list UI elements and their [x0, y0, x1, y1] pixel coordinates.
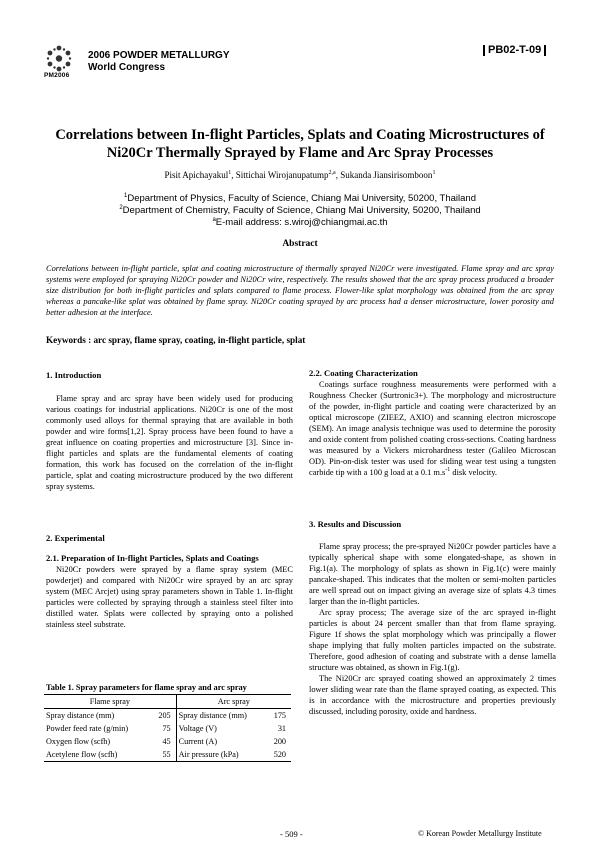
affiliation-line	[40, 205, 560, 217]
abstract-heading: Abstract	[282, 239, 318, 249]
affiliation-text: Department of Chemistry, Faculty of Science, Chiang Mai University, 50200, Thailand	[122, 205, 481, 216]
paper-id-right-bar	[544, 45, 546, 56]
arc-value: 520	[267, 748, 291, 762]
flame-param: Oxygen flow (scfh)	[46, 737, 111, 746]
results-paragraph: The Ni20Cr arc sprayed coating showed an approximately 2 times lower sliding wear rate than the flame sprayed coating, as expected. This is in accordance with the microstructure and properties previously discussed, including porosity, oxide and hardness.	[309, 674, 556, 716]
paper-id-text: PB02-T-09	[488, 44, 542, 56]
email-address: E-mail address: s.wiroj@chiangmai.ac.th	[215, 217, 388, 228]
preparation-paragraph: Ni20Cr powders were sprayed by a flame spray system (MEC powderjet) and compared with Ni20Cr wire sprayed by an arc spray system (MEC Arcjet) using spray parameters shown in Table 1. In-flight particles were collected by spraying through a stainless steel filter into distilled water. Splats were collected by spraying onto a polished stainless steel substrate.	[46, 565, 293, 629]
author-name: Pisit Apichayakul	[164, 170, 229, 180]
affiliation-sup: 1	[123, 192, 128, 199]
affiliations	[40, 193, 560, 229]
paper-id	[483, 44, 546, 56]
results-paragraph: Flame spray process; the pre-sprayed Ni20Cr powder particles have a typically spherical shape with some elongated-shape, as shown in Fig.1(a). The morphology of splats as shown in Fig.1(c) were mainly pancake-shaped. This indicates that the molten or semi-molten particles are well spread out on impact giving an average size of splats 4.3 times larger than the in-flight particles.	[309, 542, 556, 606]
arc-value: 175	[273, 711, 286, 720]
arc-value: 31	[277, 724, 286, 733]
pm2006-logo-icon	[44, 44, 74, 74]
table-header-flame: Flame spray	[44, 695, 176, 709]
conference-line2: World Congress	[88, 62, 166, 73]
author-sup: 1	[432, 170, 436, 176]
experimental-block	[46, 533, 293, 630]
paper-id-left-bar	[483, 45, 485, 56]
logo-text: PM2006	[44, 72, 70, 79]
paper-title-line2: Ni20Cr Thermally Sprayed by Flame and Arc Spray Processes	[106, 145, 494, 161]
author-name: Sukanda Jiansirisomboon	[340, 170, 433, 180]
affiliation-sup: 2	[119, 204, 123, 211]
keywords: Keywords : arc spray, flame spray, coating, in-flight particle, splat	[46, 335, 306, 345]
page-number: - 509 -	[280, 829, 303, 839]
paper-title-line1: Correlations between In-flight Particles, Splats and Coating Microstructures of	[55, 127, 545, 143]
affiliation-line	[40, 193, 560, 205]
left-column	[46, 370, 293, 492]
affiliation-text: Department of Physics, Faculty of Science, Chiang Mai University, 50200, Thailand	[127, 193, 477, 204]
author-list: Pisit Apichayakul$^1$, Sittichai Wirojanupatump$^{2,a}$, Sukanda Jiansirisomboon$^1$	[164, 170, 436, 180]
paper-title	[40, 126, 560, 162]
author-name: Sittichai Wirojanupatump	[235, 170, 329, 180]
conference-line1: 2006 POWDER METALLURGY	[88, 50, 230, 61]
table-row	[44, 709, 291, 723]
flame-param: Acetylene flow (scfh)	[44, 748, 151, 762]
affiliation-sup: a	[212, 216, 216, 223]
spray-parameters-table	[44, 694, 291, 762]
characterization-block	[309, 368, 556, 478]
introduction-heading: 1. Introduction	[46, 370, 102, 380]
conference-name	[88, 50, 230, 74]
flame-param: Powder feed rate (g/min)	[46, 724, 129, 733]
copyright-notice: © Korean Powder Metallurgy Institute	[418, 829, 542, 838]
abstract-text: Correlations between in-flight particle, splat and coating microstructure of thermally sprayed Ni20Cr were investigated. Flame spray and arc spray systems were employed for spraying Ni20Cr powder and Ni20Cr wire, respectively. The results showed that the arc spray process produced a broader size distribution for both in-flight particles and splats compared to flame process. Flower-like splat morphology was obtained from the arc spray whereas a pancake-like splat was obtained by flame spray. Ni20Cr coating sprayed by arc process had a denser microstructure, lower porosity and better adhesion at the interface.	[46, 264, 554, 317]
table-row	[44, 722, 291, 735]
flame-value: 55	[151, 748, 176, 762]
arc-param: Current (A)	[178, 737, 218, 746]
flame-value: 45	[151, 735, 176, 748]
arc-value: 200	[273, 737, 286, 746]
introduction-paragraph: Flame spray and arc spray have been widely used for producing various coatings for industrial applications. Ni20Cr is one of the most commonly used alloys for thermal spraying that are available in both powder and wire forms[1,2]. Spray process have been found to have a great influence on coating properties and microstructure [3]. Since in-flight particles and splats are the fundamental elements of coating formation, this work has focused on the correlation of the in-flight particle, splat and coating microstructure produced by the two different spray systems.	[46, 394, 293, 491]
arc-param: Spray distance (mm)	[178, 711, 247, 720]
email-line	[40, 217, 560, 229]
unit-superscript: -1	[445, 467, 451, 474]
arc-param: Air pressure (kPa)	[176, 748, 267, 762]
table-header-arc: Arc spray	[176, 695, 291, 709]
arc-param: Voltage (V)	[178, 724, 217, 733]
flame-value: 75	[151, 722, 176, 735]
results-heading: 3. Results and Discussion	[309, 519, 402, 529]
author-sup: 1	[228, 170, 232, 176]
results-paragraph: Arc spray process; The average size of the arc sprayed in-flight particles is about 24 percent smaller than that from flame spraying. Figure 1f shows the splat morphology which was principally a flower shape implying that fully molten particles impacted on the substrate. Therefore, good adhesion of coating and substrate with a dense lamella structure was obtained, as shown in Fig.1(g).	[309, 608, 556, 672]
preparation-subheading: 2.1. Preparation of In-flight Particles, Splats and Coatings	[46, 553, 259, 563]
table-header-row	[44, 695, 291, 709]
characterization-text-end: disk velocity.	[450, 468, 497, 477]
table-row	[44, 748, 291, 762]
results-block	[309, 519, 556, 717]
characterization-text: Coatings surface roughness measurements were performed with a Roughness Checker (Surtronic3+). The morphology and microstructure of the powder, in-flight particle and coating were characterized by an optical microscope (ZIEEZ, AXIO) and scanning electron microscope (SEM). An image analysis technique was used to determine the porosity and oxide content from polished coating cross-sections. Coating hardness was measured by a Vickers microhardness tester (Galileo Microscan OD). Pin-on-disk tester was used for sliding wear test using a tungsten carbide tip with a 100 g load at a 0.1 m.s	[309, 380, 556, 477]
author-sup: 2,a	[328, 170, 336, 176]
flame-value: 205	[151, 709, 176, 723]
table-caption: Table 1. Spray parameters for flame spray and arc spray	[46, 683, 247, 692]
flame-param: Spray distance (mm)	[46, 711, 115, 720]
experimental-heading: 2. Experimental	[46, 533, 105, 543]
characterization-subheading: 2.2. Coating Characterization	[309, 368, 418, 378]
characterization-paragraph	[309, 379, 556, 478]
table-row	[44, 735, 291, 748]
